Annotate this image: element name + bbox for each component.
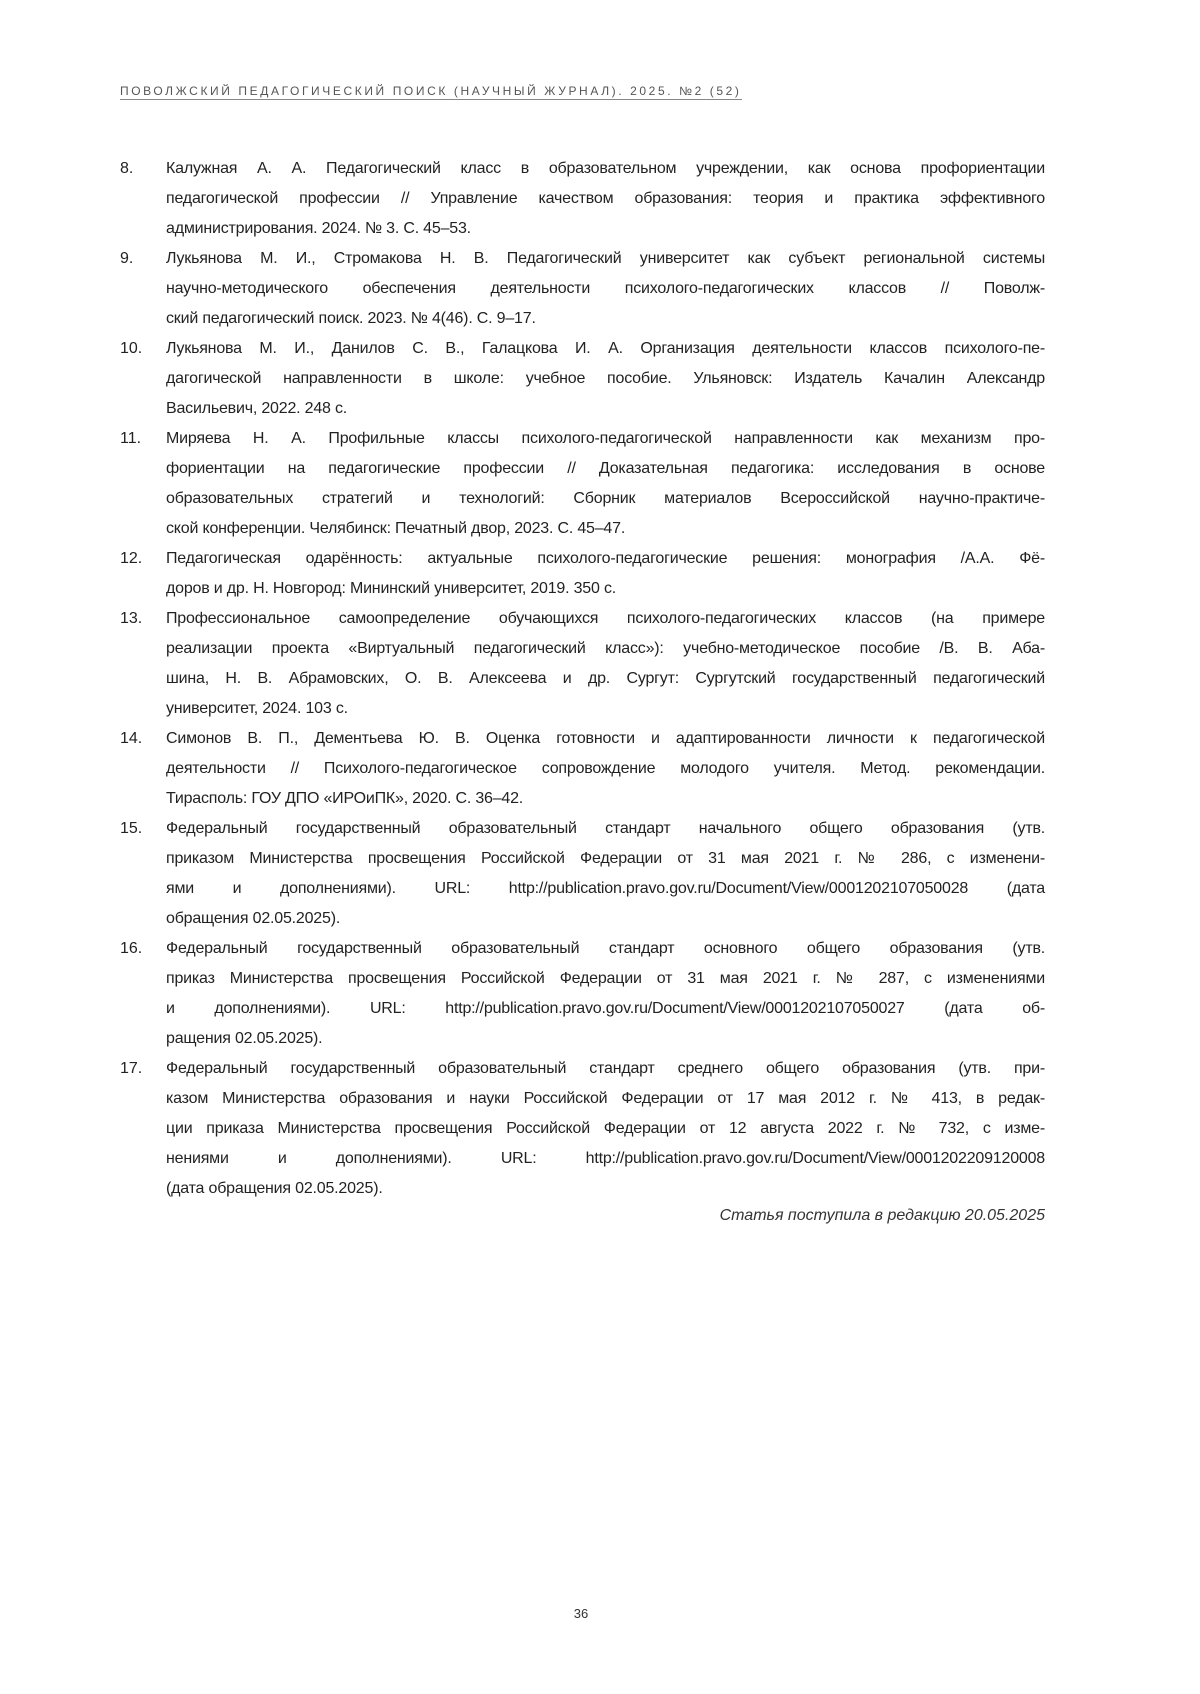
reference-text-line: Лукьянова М. И., Стромакова Н. В. Педагогический университет как субъект региональной системы [166, 250, 1045, 267]
reference-text-line: деятельности // Психолого-педагогическое сопровождение молодого учителя. Метод. рекомендации. [166, 760, 1045, 777]
reference-text-line: Педагогическая одарённость: актуальные психолого-педагогические решения: монография /А.А. Фё- [166, 550, 1045, 567]
reference-number: 15. [120, 820, 143, 837]
reference-number: 10. [120, 340, 143, 357]
reference-text-line: дагогической направленности в школе: учебное пособие. Ульяновск: Издатель Качалин Александр [166, 370, 1045, 387]
reference-text-line: обращения 02.05.2025). [166, 910, 341, 927]
reference-text-line: нениями и дополнениями). URL: http://publication.pravo.gov.ru/Document/View/0001202209120008 [166, 1150, 1045, 1167]
reference-item [120, 724, 1045, 814]
reference-text-line: Калужная А. А. Педагогический класс в образовательном учреждении, как основа профориентации [166, 160, 1045, 177]
reference-number: 9. [120, 250, 134, 267]
reference-text-line: Федеральный государственный образовательный стандарт начального общего образования (утв. [166, 820, 1045, 837]
reference-number: 11. [120, 430, 142, 447]
reference-text-line: Федеральный государственный образовательный стандарт основного общего образования (утв. [166, 940, 1045, 957]
reference-number: 12. [120, 550, 143, 567]
reference-text-line: университет, 2024. 103 с. [166, 700, 348, 717]
reference-text-line: реализации проекта «Виртуальный педагогический класс»): учебно-методическое пособие /В. В. Аба- [166, 640, 1045, 657]
reference-item [120, 604, 1045, 724]
reference-item [120, 244, 1045, 334]
reference-text-line: и дополнениями). URL: http://publication.pravo.gov.ru/Document/View/0001202107050027 (дата об- [166, 1000, 1045, 1017]
reference-text-line: ращения 02.05.2025). [166, 1030, 323, 1047]
reference-text-line: (дата обращения 02.05.2025). [166, 1180, 383, 1197]
reference-list [120, 154, 1045, 1204]
reference-text-line: администрирования. 2024. № 3. С. 45–53. [166, 220, 471, 237]
reference-number: 8. [120, 160, 134, 177]
reference-text-line: доров и др. Н. Новгород: Мининский университет, 2019. 350 с. [166, 580, 616, 597]
reference-item [120, 814, 1045, 934]
reference-text-line: фориентации на педагогические профессии // Доказательная педагогика: исследования в основе [166, 460, 1045, 477]
reference-text-line: шина, Н. В. Абрамовских, О. В. Алексеева и др. Сургут: Сургутский государственный педагогический [166, 670, 1045, 687]
received-date-note: Статья поступила в редакцию 20.05.2025 [719, 1207, 1045, 1224]
reference-item [120, 334, 1045, 424]
reference-text-line: Миряева Н. А. Профильные классы психолого-педагогической направленности как механизм про- [166, 430, 1045, 447]
reference-text-line: ский педагогический поиск. 2023. № 4(46). С. 9–17. [166, 310, 536, 327]
page-number: 36 [573, 1606, 589, 1621]
reference-text-line: научно-методического обеспечения деятельности психолого-педагогических классов // Поволж- [166, 280, 1045, 297]
reference-text-line: ской конференции. Челябинск: Печатный двор, 2023. С. 45–47. [166, 520, 626, 537]
reference-item [120, 424, 1045, 544]
reference-text-line: Профессиональное самоопределение обучающихся психолого-педагогических классов (на примере [166, 610, 1045, 627]
reference-text-line: ции приказа Министерства просвещения Российской Федерации от 12 августа 2022 г. № 732, с изме- [166, 1120, 1045, 1137]
reference-text-line: Тирасполь: ГОУ ДПО «ИРОиПК», 2020. С. 36–42. [166, 790, 524, 807]
reference-number: 13. [120, 610, 143, 627]
reference-text-line: Федеральный государственный образовательный стандарт среднего общего образования (утв. при- [166, 1060, 1045, 1077]
reference-text-line: Васильевич, 2022. 248 с. [166, 400, 348, 417]
reference-text-line: казом Министерства образования и науки Российской Федерации от 17 мая 2012 г. № 413, в редак- [166, 1090, 1045, 1107]
reference-number: 16. [120, 940, 143, 957]
reference-text-line: образовательных стратегий и технологий: Сборник материалов Всероссийской научно-практиче- [166, 490, 1045, 507]
reference-item [120, 154, 1045, 244]
running-head: ПОВОЛЖСКИЙ ПЕДАГОГИЧЕСКИЙ ПОИСК (НАУЧНЫЙ ЖУРНАЛ). 2025. №2 (52) [120, 84, 742, 98]
reference-number: 14. [120, 730, 143, 747]
reference-text-line: приказ Министерства просвещения Российской Федерации от 31 мая 2021 г. № 287, с изменениями [166, 970, 1045, 987]
reference-item [120, 934, 1045, 1054]
reference-text-line: Симонов В. П., Дементьева Ю. В. Оценка готовности и адаптированности личности к педагогической [166, 730, 1045, 747]
reference-text-line: Лукьянова М. И., Данилов С. В., Галацкова И. А. Организация деятельности классов психолого-пе- [166, 340, 1045, 357]
reference-number: 17. [120, 1060, 143, 1077]
reference-item [120, 1054, 1045, 1204]
reference-text-line: педагогической профессии // Управление качеством образования: теория и практика эффективного [166, 190, 1045, 207]
reference-text-line: приказом Министерства просвещения Российской Федерации от 31 мая 2021 г. № 286, с изменени- [166, 850, 1045, 867]
reference-text-line: ями и дополнениями). URL: http://publication.pravo.gov.ru/Document/View/0001202107050028 (дата [166, 880, 1045, 897]
reference-item [120, 544, 1045, 604]
